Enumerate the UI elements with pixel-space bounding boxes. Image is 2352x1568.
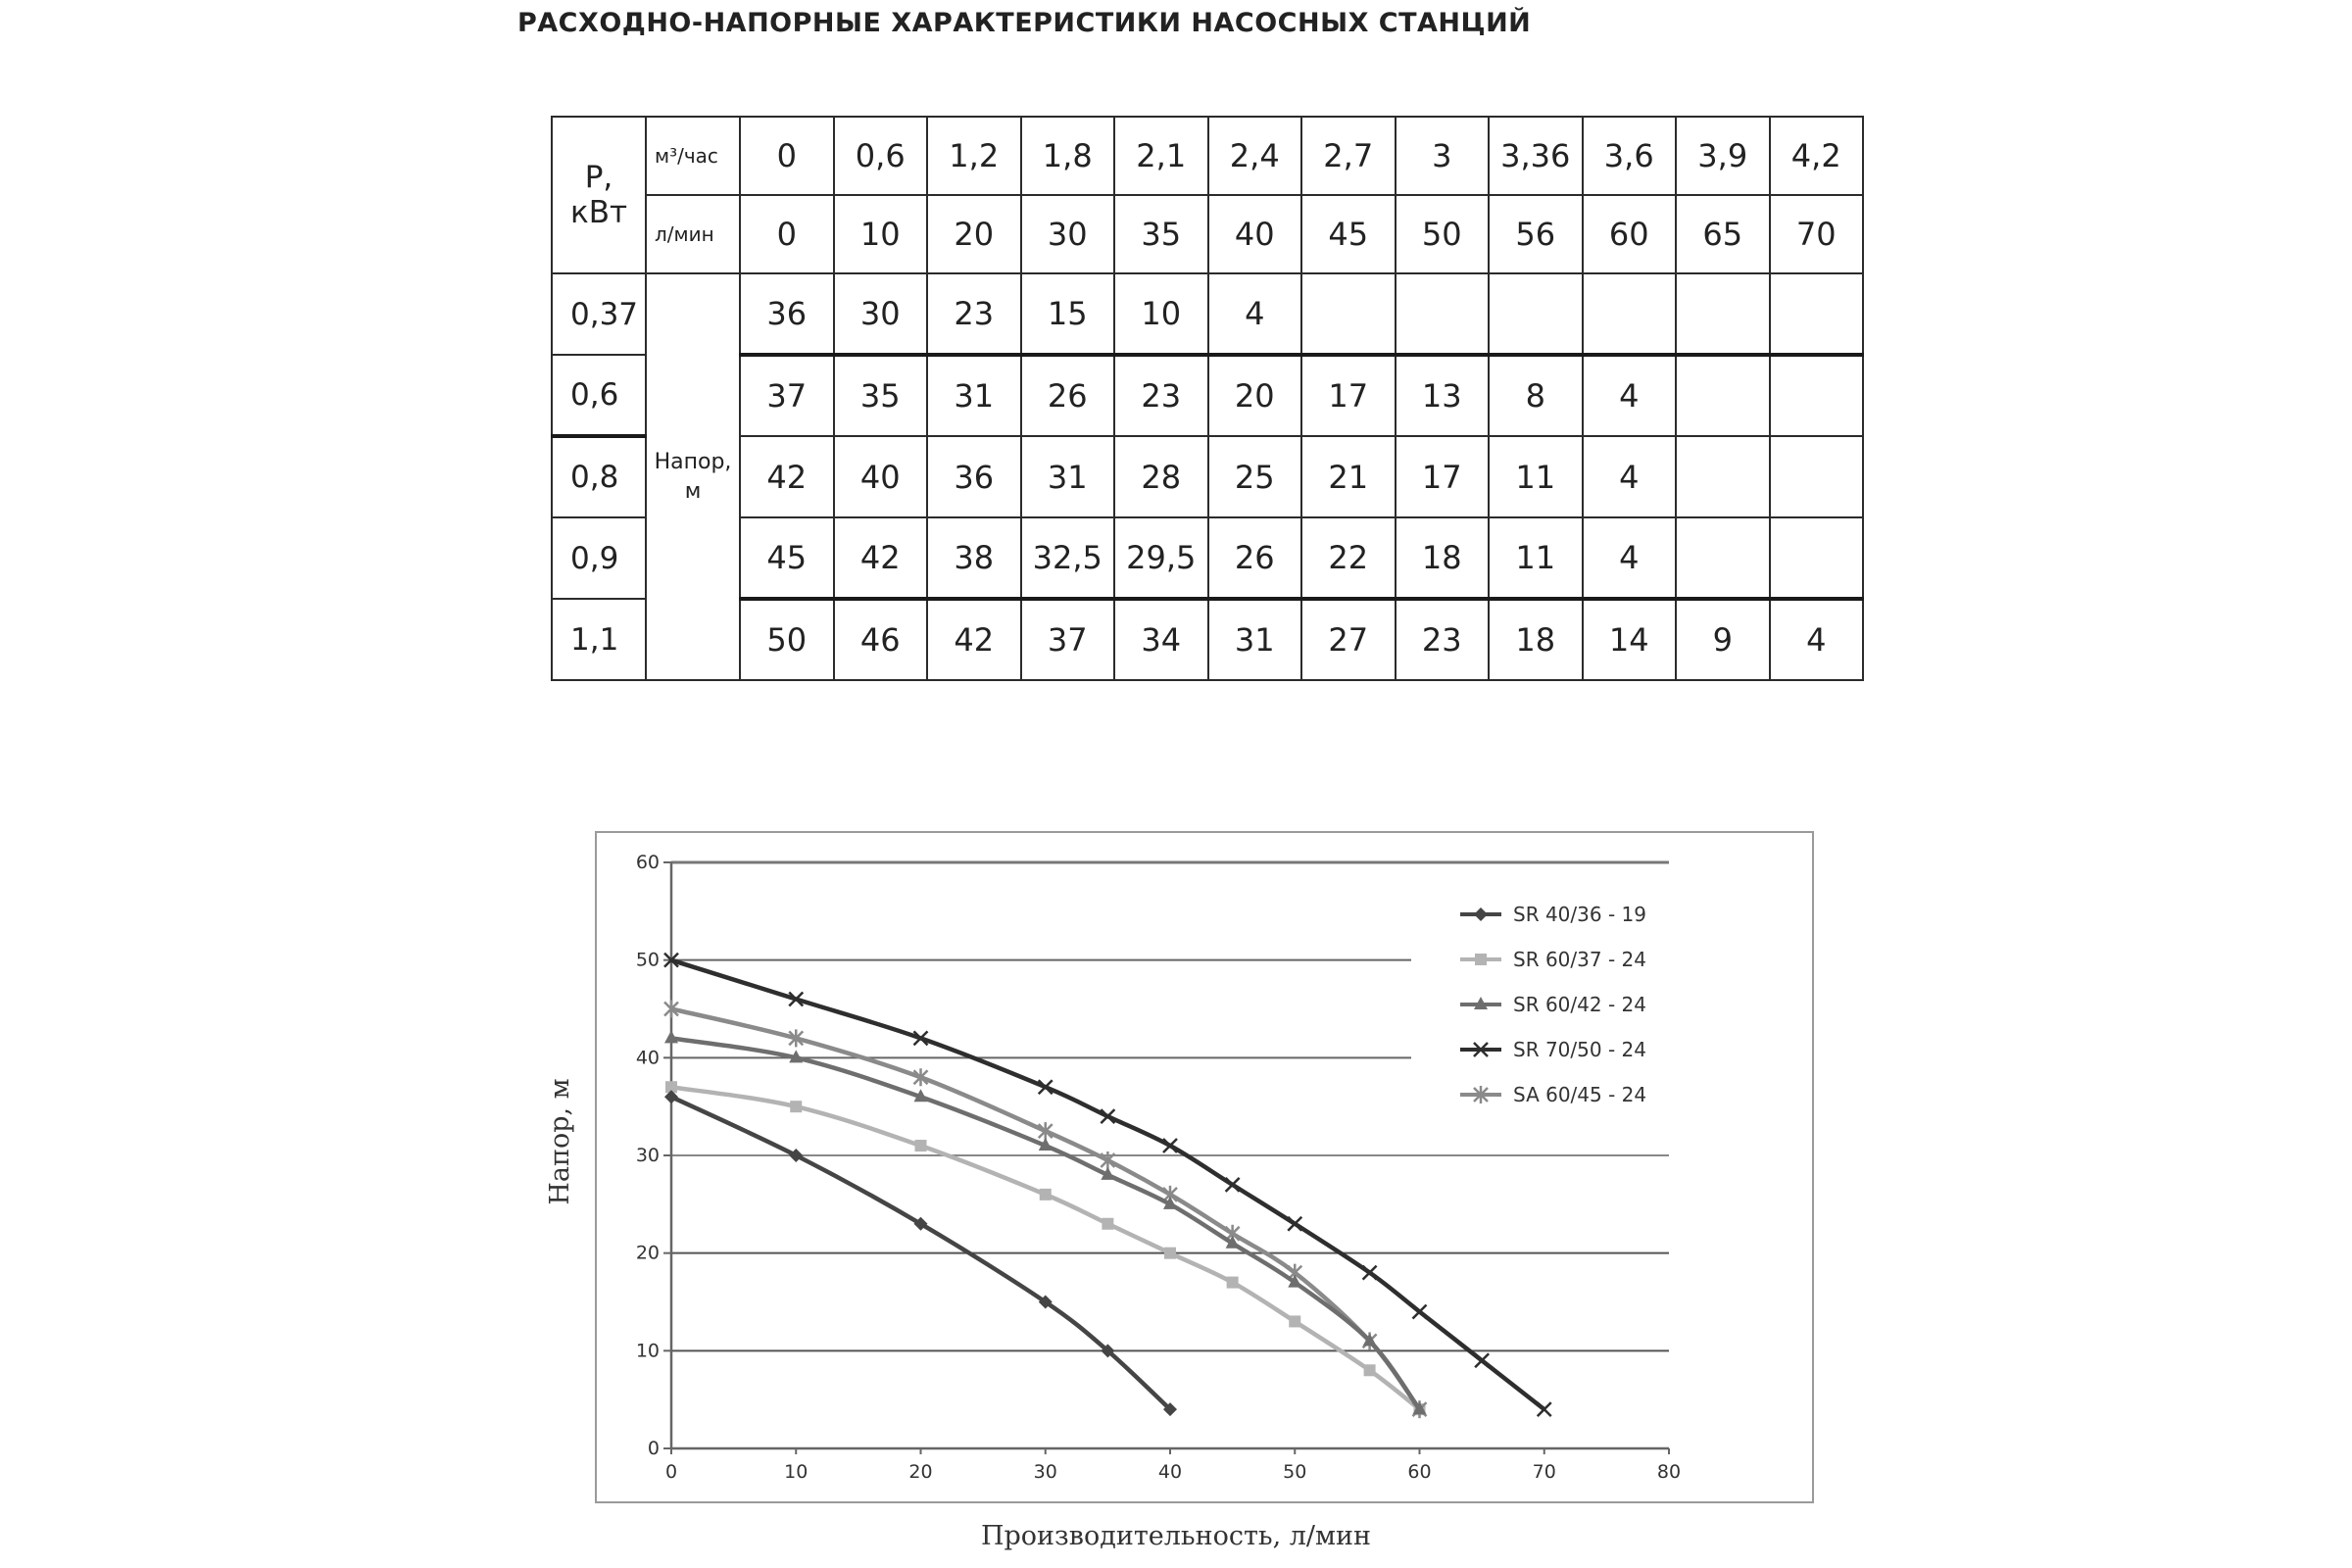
head-value-cell: 29,5: [1114, 517, 1208, 599]
data-point: [1413, 1304, 1427, 1318]
y-tick-label: 50: [635, 949, 660, 971]
flow-m3-cell: 4,2: [1770, 117, 1864, 195]
head-value-cell: 25: [1208, 436, 1302, 517]
power-header-cell: Р, кВт: [552, 117, 646, 273]
flow-m3-cell: 1,2: [927, 117, 1021, 195]
head-value-cell: 36: [740, 273, 834, 355]
x-tick-label: 40: [1157, 1461, 1183, 1483]
flow-m3-cell: 3,36: [1489, 117, 1583, 195]
head-value-cell: 23: [1396, 599, 1490, 680]
flow-m3-cell: 2,4: [1208, 117, 1302, 195]
y-tick-label: 30: [635, 1145, 660, 1166]
head-value-cell: 35: [834, 355, 928, 436]
x-tick-label: 20: [908, 1461, 933, 1483]
head-value-cell: 50: [740, 599, 834, 680]
head-value-cell: 31: [1208, 599, 1302, 680]
flow-m3-cell: 2,7: [1301, 117, 1396, 195]
head-value-cell: 21: [1301, 436, 1396, 517]
legend-swatch-marker: [1474, 907, 1488, 921]
head-value-cell: 32,5: [1021, 517, 1115, 599]
head-value-cell: 17: [1396, 436, 1490, 517]
head-value-cell: 14: [1583, 599, 1677, 680]
head-value-cell: 4: [1583, 355, 1677, 436]
data-point: [1164, 1248, 1176, 1259]
head-value-cell: 42: [740, 436, 834, 517]
data-point: [1288, 1217, 1301, 1231]
flow-lmin-cell: 70: [1770, 195, 1864, 273]
x-tick-label: 30: [1033, 1461, 1057, 1483]
head-value-cell: 10: [1114, 273, 1208, 355]
head-value-cell: 4: [1770, 599, 1864, 680]
data-point: [1475, 1353, 1489, 1367]
data-point: [1227, 1277, 1239, 1289]
data-point: [1364, 1364, 1376, 1376]
head-label-cell: Напор, м: [646, 273, 740, 680]
data-point: [1102, 1218, 1113, 1230]
head-value-cell: 22: [1301, 517, 1396, 599]
flow-m3-cell: 0: [740, 117, 834, 195]
power-cell: 0,37: [552, 273, 646, 355]
series-line: [671, 960, 1544, 1409]
flow-m3-cell: 3: [1396, 117, 1490, 195]
flow-lmin-cell: 40: [1208, 195, 1302, 273]
flow-m3-cell: 0,6: [834, 117, 928, 195]
head-value-cell: 26: [1208, 517, 1302, 599]
head-value-cell: 23: [927, 273, 1021, 355]
head-value-cell: 40: [834, 436, 928, 517]
data-point: [1040, 1189, 1052, 1200]
head-value-cell: 26: [1021, 355, 1115, 436]
head-value-cell: 11: [1489, 436, 1583, 517]
head-value-cell: 4: [1208, 273, 1302, 355]
head-value-cell: 42: [927, 599, 1021, 680]
flow-lmin-cell: 0: [740, 195, 834, 273]
data-point: [1289, 1315, 1300, 1327]
flow-lmin-cell: 30: [1021, 195, 1115, 273]
head-value-cell: 30: [834, 273, 928, 355]
head-value-cell: 45: [740, 517, 834, 599]
head-value-cell: 28: [1114, 436, 1208, 517]
legend-label: SR 40/36 - 19: [1513, 903, 1646, 926]
head-value-cell: 4: [1583, 436, 1677, 517]
head-value-cell: 18: [1396, 517, 1490, 599]
y-tick-label: 40: [635, 1047, 660, 1069]
data-point: [1226, 1178, 1240, 1192]
head-value-cell: 42: [834, 517, 928, 599]
head-value-cell: 23: [1114, 355, 1208, 436]
head-value-cell: 11: [1489, 517, 1583, 599]
flow-lmin-cell: 45: [1301, 195, 1396, 273]
legend-swatch-marker: [1475, 954, 1487, 965]
x-tick-label: 60: [1407, 1461, 1432, 1483]
flow-lmin-cell: 50: [1396, 195, 1490, 273]
head-value-cell: 27: [1301, 599, 1396, 680]
series-line: [671, 1038, 1420, 1409]
legend-label: SR 60/37 - 24: [1513, 948, 1646, 971]
head-value-cell: 4: [1583, 517, 1677, 599]
flow-m3-cell: 3,9: [1676, 117, 1770, 195]
flow-m3-unit-cell: м³/час: [646, 117, 740, 195]
flow-m3-cell: 1,8: [1021, 117, 1115, 195]
data-point: [1363, 1266, 1377, 1280]
data-point: [1538, 1402, 1551, 1416]
head-value-cell: 13: [1396, 355, 1490, 436]
data-point: [1163, 1139, 1177, 1152]
head-value-cell: 31: [927, 355, 1021, 436]
legend-label: SR 70/50 - 24: [1513, 1038, 1646, 1061]
head-value-cell: 37: [1021, 599, 1115, 680]
flow-m3-cell: 3,6: [1583, 117, 1677, 195]
flow-lmin-cell: 56: [1489, 195, 1583, 273]
head-value-cell: 38: [927, 517, 1021, 599]
y-tick-label: 60: [635, 852, 660, 873]
head-value-cell: 20: [1208, 355, 1302, 436]
head-value-cell: 37: [740, 355, 834, 436]
x-tick-label: 0: [664, 1461, 678, 1483]
y-tick-label: 0: [647, 1438, 660, 1459]
flow-lmin-cell: 60: [1583, 195, 1677, 273]
chart-y-axis-label: Напор, м: [545, 1078, 575, 1205]
chart-x-axis-label: Производительность, л/мин: [980, 1521, 1372, 1551]
x-tick-label: 80: [1656, 1461, 1682, 1483]
head-value-cell: 31: [1021, 436, 1115, 517]
power-cell: 0,6: [552, 355, 646, 436]
series-line: [671, 1009, 1420, 1410]
flow-lmin-cell: 10: [834, 195, 928, 273]
head-value-cell: 36: [927, 436, 1021, 517]
legend-label: SA 60/45 - 24: [1513, 1083, 1647, 1106]
head-value-cell: 8: [1489, 355, 1583, 436]
page-title: РАСХОДНО-НАПОРНЫЕ ХАРАКТЕРИСТИКИ НАСОСНЫХ СТАНЦИЙ: [517, 8, 1532, 38]
x-tick-label: 10: [784, 1461, 808, 1483]
head-value-cell: 9: [1676, 599, 1770, 680]
head-value-cell: 18: [1489, 599, 1583, 680]
head-value-cell: 17: [1301, 355, 1396, 436]
flow-m3-cell: 2,1: [1114, 117, 1208, 195]
flow-lmin-cell: 35: [1114, 195, 1208, 273]
flow-lmin-unit-cell: л/мин: [646, 195, 740, 273]
power-cell: 1,1: [552, 599, 646, 680]
y-tick-label: 20: [635, 1242, 660, 1264]
head-value-cell: 34: [1114, 599, 1208, 680]
legend-label: SR 60/42 - 24: [1513, 993, 1646, 1016]
x-tick-label: 50: [1283, 1461, 1307, 1483]
flow-lmin-cell: 65: [1676, 195, 1770, 273]
power-cell: 0,9: [552, 517, 646, 599]
flow-lmin-cell: 20: [927, 195, 1021, 273]
head-value-cell: 46: [834, 599, 928, 680]
head-value-cell: 15: [1021, 273, 1115, 355]
y-tick-label: 10: [635, 1340, 660, 1362]
power-cell: 0,8: [552, 436, 646, 517]
x-tick-label: 70: [1532, 1461, 1556, 1483]
data-point: [915, 1140, 927, 1152]
data-point: [790, 1101, 802, 1112]
